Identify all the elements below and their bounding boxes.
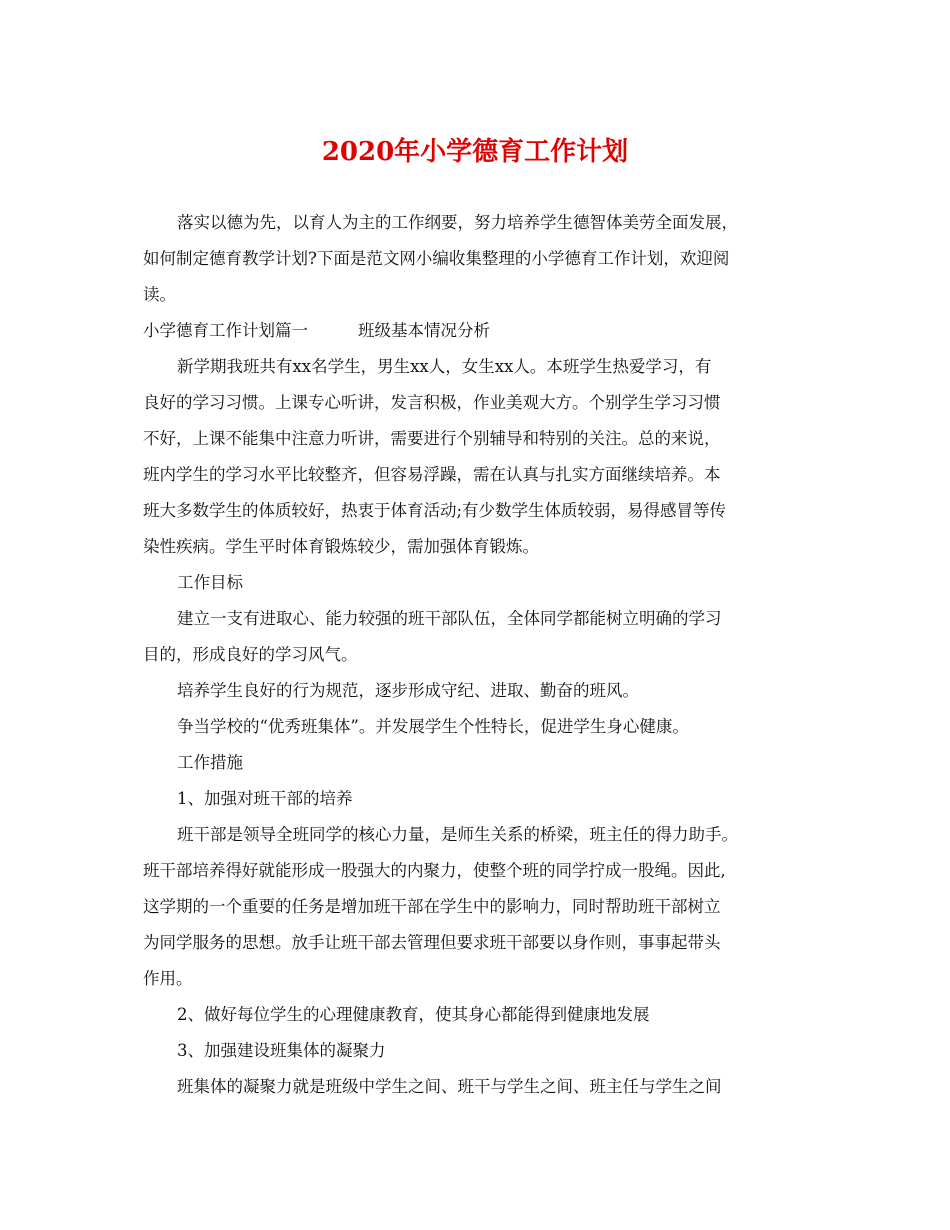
text-line: 新学期我班共有xx名学生，男生xx人，女生xx人。本班学生热爱学习，有 <box>177 357 712 376</box>
text-line: 班大多数学生的体质较好，热衷于体育活动;有少数学生体质较弱，易得感冒等传 <box>143 501 727 520</box>
list-item-heading: 1、加强对班干部的培养 <box>177 789 353 808</box>
text-line: 培养学生良好的行为规范，逐步形成守纪、进取、勤奋的班风。 <box>177 681 639 700</box>
list-item-heading: 2、做好每位学生的心理健康教育，使其身心都能得到健康地发展 <box>177 1005 650 1024</box>
text-line: 建立一支有进取心、能力较强的班干部队伍，全体同学都能树立明确的学习 <box>177 609 722 628</box>
document-body <box>143 205 807 1105</box>
text-line: 班内学生的学习水平比较整齐，但容易浮躁，需在认真与扎实方面继续培养。本 <box>143 465 721 484</box>
subsection-heading: 班级基本情况分析 <box>358 321 490 340</box>
list-item-heading: 3、加强建设班集体的凝聚力 <box>177 1041 386 1060</box>
text-line: 不好，上课不能集中注意力听讲，需要进行个别辅导和特别的关注。总的来说， <box>143 429 721 448</box>
subsection-heading: 工作措施 <box>177 753 243 772</box>
text-line: 落实以德为先，以育人为主的工作纲要，努力培养学生德智体美劳全面发展， <box>177 213 738 232</box>
text-line: 读。 <box>143 285 176 304</box>
section-heading: 小学德育工作计划篇一 <box>143 321 308 340</box>
text-line: 良好的学习习惯。上课专心听讲，发言积极，作业美观大方。个别学生学习习惯 <box>143 393 721 412</box>
text-line: 争当学校的“优秀班集体”。并发展学生个性特长，促进学生身心健康。 <box>177 717 689 736</box>
text-line: 这学期的一个重要的任务是增加班干部在学生中的影响力，同时帮助班干部树立 <box>143 897 721 916</box>
subsection-heading: 工作目标 <box>177 573 243 592</box>
text-line: 为同学服务的思想。放手让班干部去管理但要求班干部要以身作则，事事起带头 <box>143 933 721 952</box>
text-line: 目的，形成良好的学习风气。 <box>143 645 358 664</box>
text-line: 班干部是领导全班同学的核心力量，是师生关系的桥梁，班主任的得力助手。 <box>177 825 738 844</box>
section-heading-line <box>143 313 807 349</box>
text-line: 染性疾病。学生平时体育锻炼较少，需加强体育锻炼。 <box>143 537 539 556</box>
text-line: 班干部培养得好就能形成一股强大的内聚力，使整个班的同学拧成一股绳。因此, <box>143 861 726 880</box>
text-line: 作用。 <box>143 969 193 988</box>
document-title: 2020年小学德育工作计划 <box>321 137 629 167</box>
text-line: 如何制定德育教学计划?下面是范文网小编收集整理的小学德育工作计划，欢迎阅 <box>143 249 730 268</box>
text-line: 班集体的凝聚力就是班级中学生之间、班干与学生之间、班主任与学生之间 <box>177 1077 722 1096</box>
